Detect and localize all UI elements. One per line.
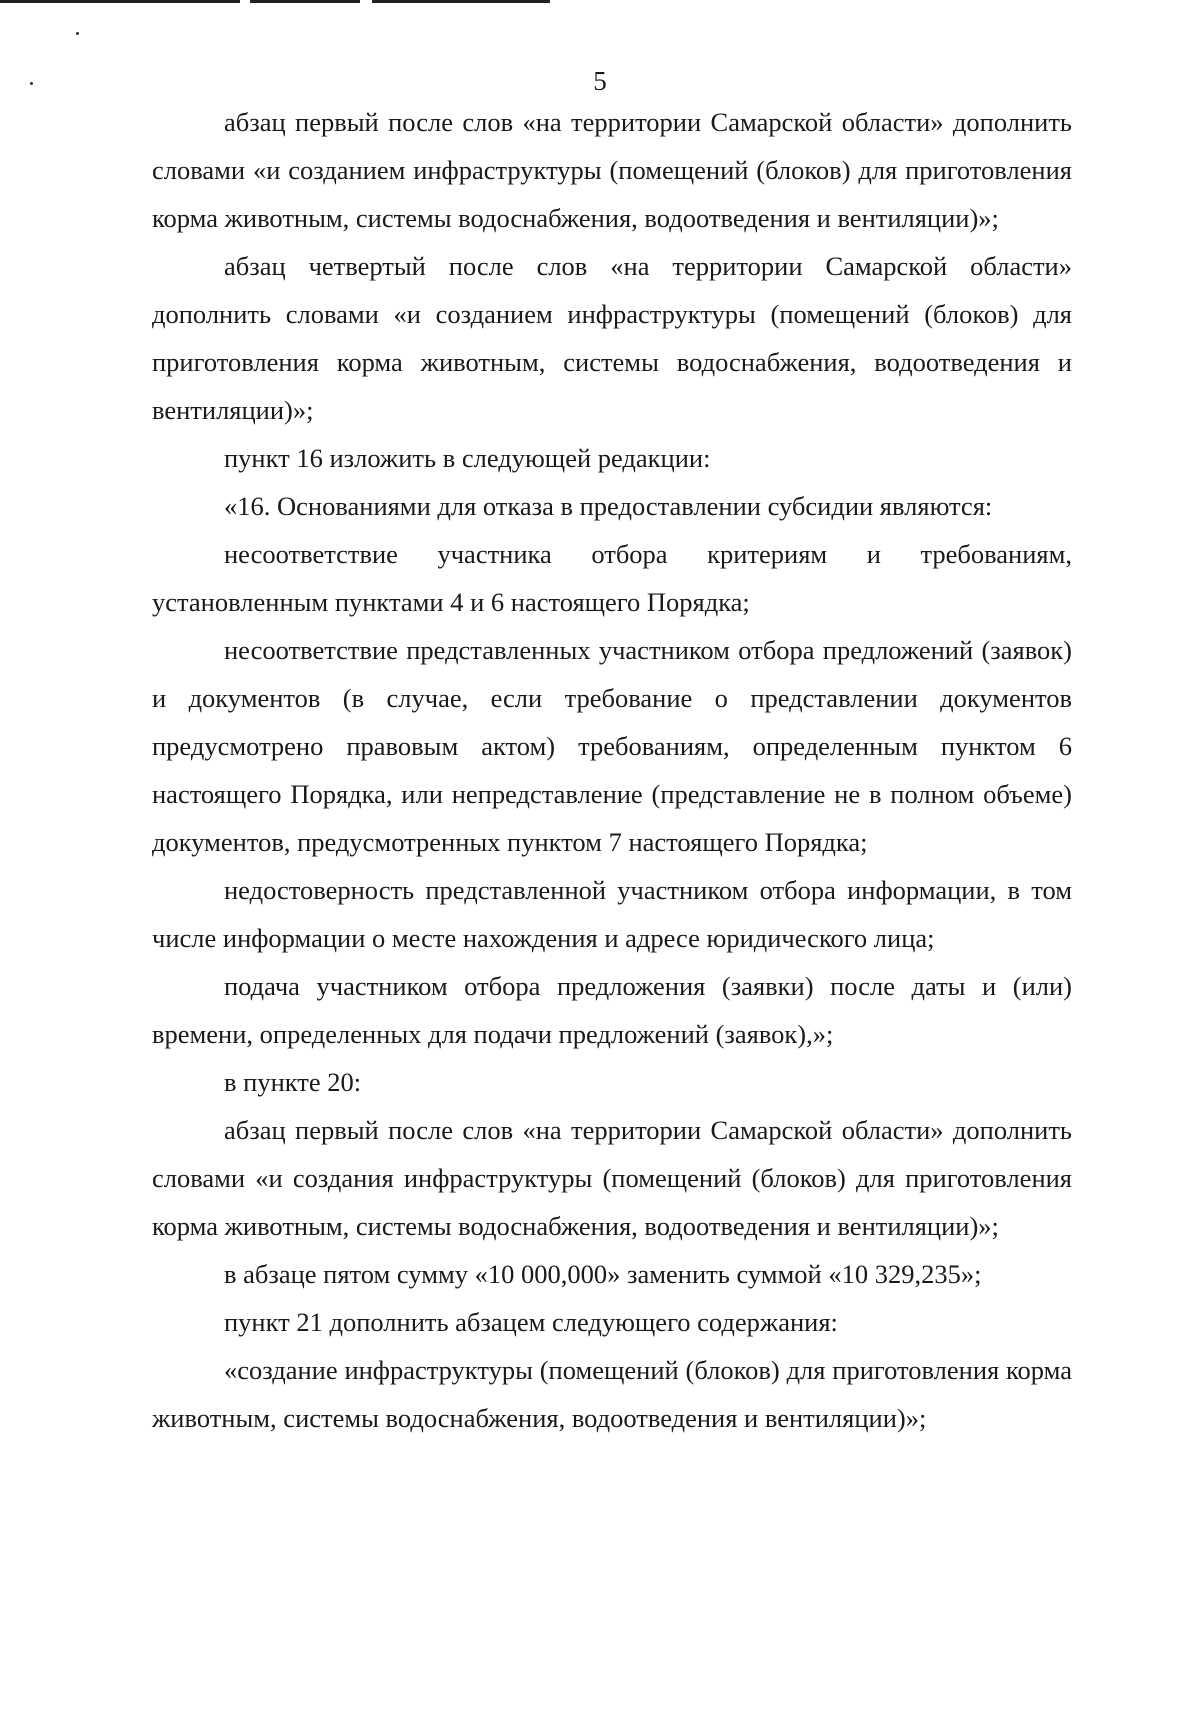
paragraph: «создание инфраструктуры (помещений (блоков) для приготовления корма животным, системы водоснабжения, водоотведения и вентиляции)»;	[152, 1355, 1072, 1433]
paragraph: подача участником отбора предложения (заявки) после даты и (или) времени, определенных для подачи предложений (заявок),»;	[152, 971, 1072, 1049]
paragraph: недостоверность представленной участником отбора информации, в том числе информации о месте нахождения и адресе юридического лица;	[152, 875, 1072, 953]
scan-edge-line	[0, 0, 240, 3]
paragraph: абзац первый после слов «на территории Самарской области» дополнить словами «и созданием инфраструктуры (помещений (блоков) для приготовления корма животным, системы водоснабжения, водоотведения и вентиляции)»;	[152, 107, 1072, 233]
paragraph: «16. Основаниями для отказа в предоставлении субсидии являются:	[224, 491, 993, 521]
page-number: 5	[593, 66, 607, 96]
paragraph: несоответствие представленных участником отбора предложений (заявок) и документов (в случае, если требование о представлении документов предусмотрено правовым актом) требованиям, определенным пунктом 6 настоящего Порядка, или непредставление (представление не в полном объеме) документов, предусмотренных пунктом 7 настоящего Порядка;	[152, 635, 1072, 857]
paragraph: пункт 21 дополнить абзацем следующего содержания:	[224, 1307, 838, 1337]
paragraph: абзац первый после слов «на территории Самарской области» дополнить словами «и создания инфраструктуры (помещений (блоков) для приготовления корма животным, системы водоснабжения, водоотведения и вентиляции)»;	[152, 1115, 1072, 1241]
paragraph: в пункте 20:	[224, 1067, 362, 1097]
paragraph: пункт 16 изложить в следующей редакции:	[224, 443, 711, 473]
paragraph: абзац четвертый после слов «на территории Самарской области» дополнить словами «и созданием инфраструктуры (помещений (блоков) для приготовления корма животным, системы водоснабжения, водоотведения и вентиляции)»;	[152, 251, 1072, 425]
scan-edge-line	[372, 0, 550, 3]
scan-edge-line	[250, 0, 360, 3]
scan-speck	[76, 32, 79, 35]
document-body	[152, 98, 1072, 1442]
paragraph: несоответствие участника отбора критериям и требованиям, установленным пунктами 4 и 6 настоящего Порядка;	[152, 539, 1072, 617]
paragraph: в абзаце пятом сумму «10 000,000» заменить суммой «10 329,235»;	[224, 1259, 982, 1289]
